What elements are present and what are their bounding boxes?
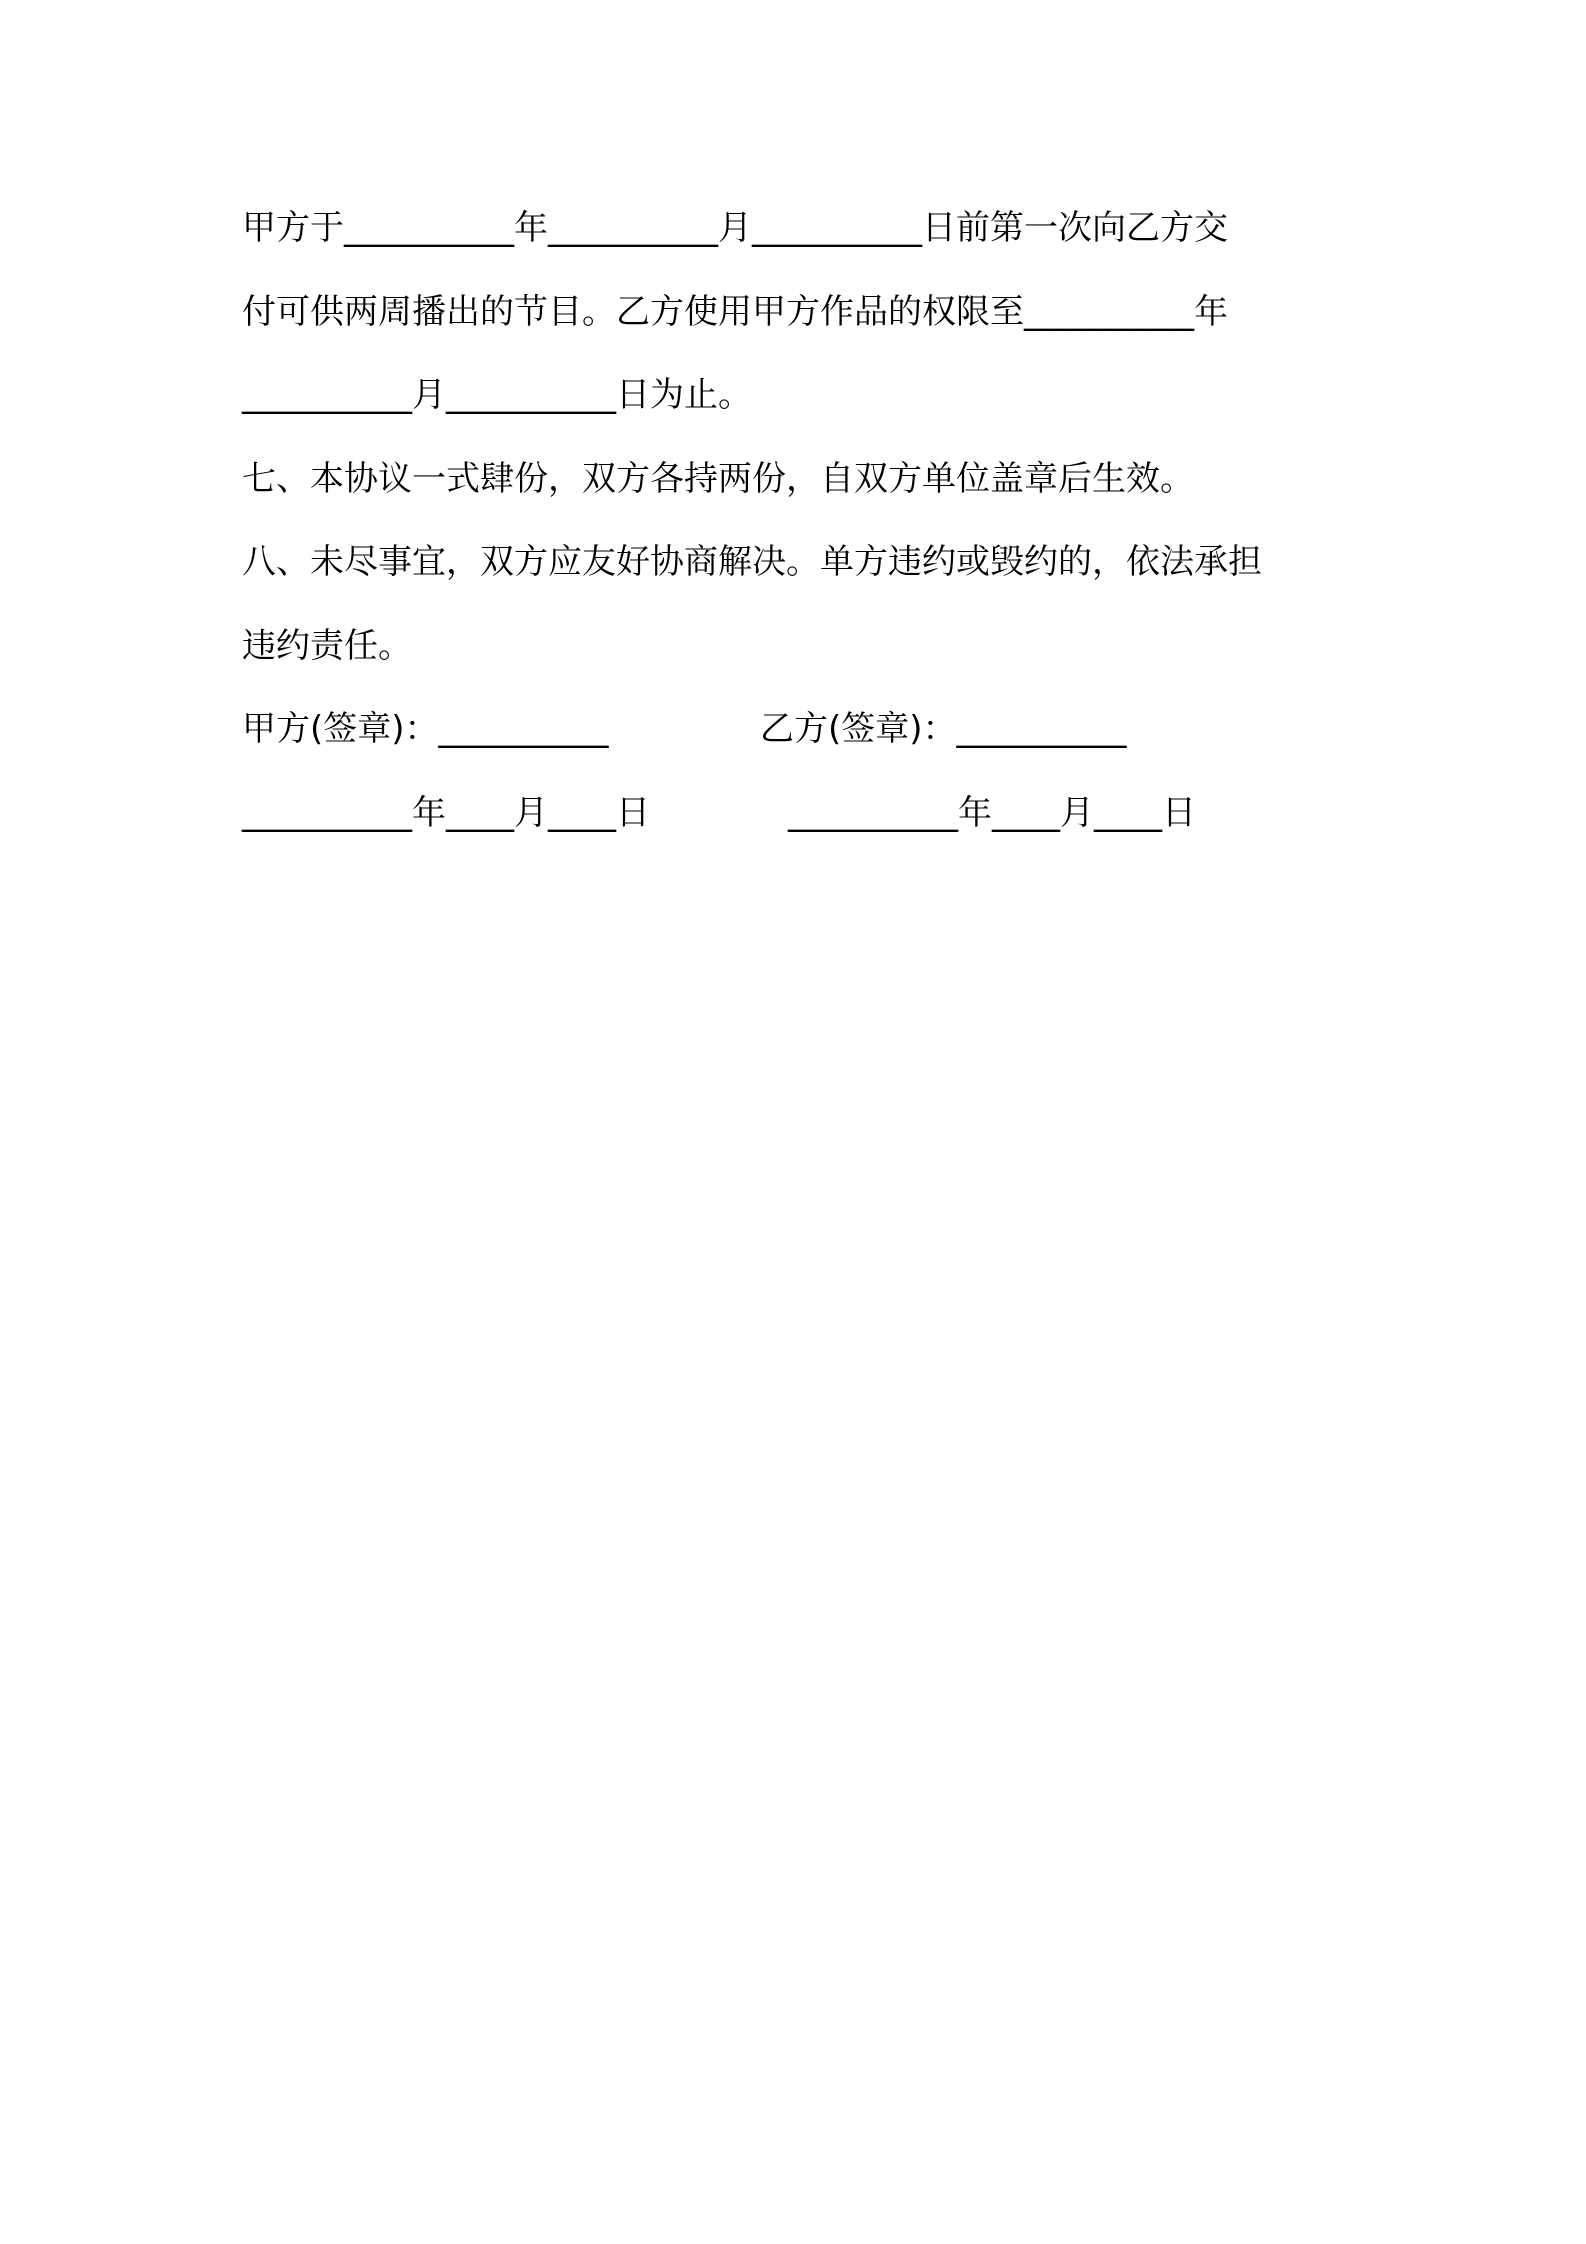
party-a-signature: 甲方(签章)：__________ bbox=[242, 709, 609, 749]
paragraph-6-line-2: 付可供两周播出的节目。乙方使用甲方作品的权限至__________年 bbox=[242, 292, 1228, 332]
party-b-signature: 乙方(签章)：__________ bbox=[760, 709, 1127, 749]
paragraph-6-line-3: __________月__________日为止。 bbox=[242, 375, 752, 415]
clause-8-line-1: 八、未尽事宜，双方应友好协商解决。单方违约或毁约的，依法承担 bbox=[242, 542, 1262, 582]
party-b-date: __________年____月____日 bbox=[788, 793, 1196, 833]
party-a-date: __________年____月____日 bbox=[242, 793, 650, 833]
paragraph-6-line-1: 甲方于__________年__________月__________日前第一次向乙方交 bbox=[242, 208, 1228, 248]
clause-8-line-2: 违约责任。 bbox=[242, 626, 412, 666]
clause-7: 七、本协议一式肆份，双方各持两份，自双方单位盖章后生效。 bbox=[242, 459, 1194, 499]
